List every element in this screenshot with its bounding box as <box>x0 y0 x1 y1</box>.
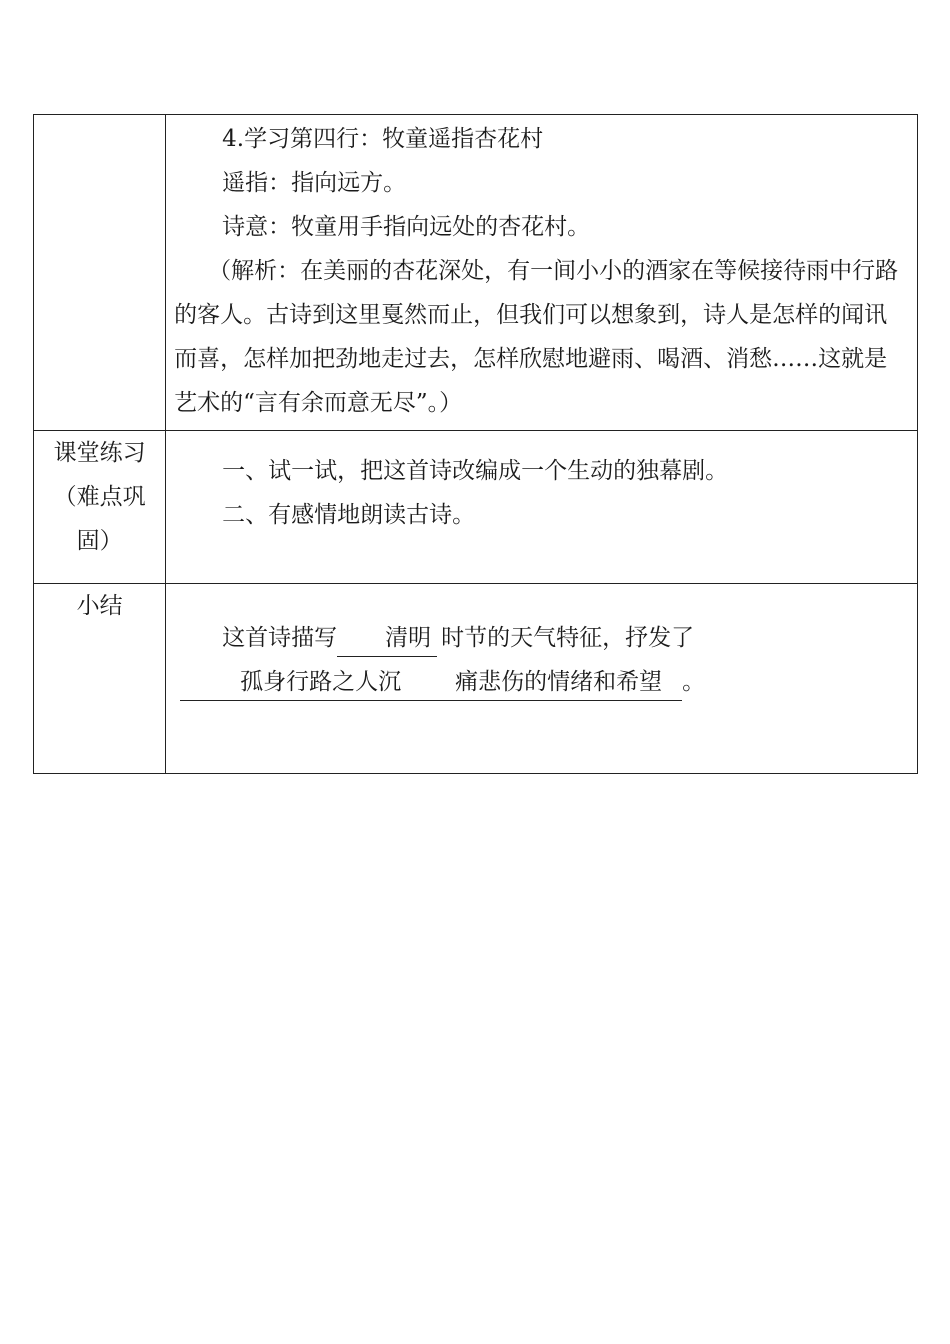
fill-blank-answer: 痛悲伤的情绪和希望 <box>407 664 682 701</box>
summary-prefix: 这首诗描写 <box>222 625 338 651</box>
poem-meaning: 诗意：牧童用手指向远处的杏花村。 <box>222 214 591 240</box>
exercise-item: 二、有感情地朗读古诗。 <box>222 502 476 528</box>
label-line: 课堂练习 <box>53 440 146 466</box>
summary-middle: 时节的天气特征，抒发了 <box>441 625 695 651</box>
summary-content <box>166 584 918 774</box>
table-row <box>34 115 918 431</box>
fill-blank-answer: 孤身行路之人沉 <box>180 664 407 701</box>
lesson-plan-table <box>33 114 918 774</box>
row-content <box>166 115 918 431</box>
exercise-item: 一、试一试，把这首诗改编成一个生动的独幕剧。 <box>222 458 729 484</box>
fill-blank-answer: 清明 <box>337 620 437 657</box>
row-label-summary: 小结 <box>34 584 166 774</box>
summary-paragraph <box>174 616 909 704</box>
summary-suffix: 。 <box>682 669 706 695</box>
label-line: （难点巩 <box>53 484 146 510</box>
table-row <box>34 584 918 774</box>
label-line: 固） <box>76 528 123 554</box>
table-row <box>34 431 918 584</box>
row-label-empty <box>34 115 166 431</box>
analysis-paragraph: （解析：在美丽的杏花深处，有一间小小的酒家在等候接待雨中行路的客人。古诗到这里戛然而止，但我们可以想象到，诗人是怎样的闻讯而喜，怎样加把劲地走过去，怎样欣慰地避雨、喝酒、消愁……这就是艺术的“言有余而意无尽”。） <box>174 258 899 416</box>
step-heading: 4.学习第四行：牧童遥指杏花村 <box>222 126 544 152</box>
practice-content <box>166 431 918 584</box>
row-label-practice <box>34 431 166 584</box>
word-explanation: 遥指：指向远方。 <box>222 170 407 196</box>
